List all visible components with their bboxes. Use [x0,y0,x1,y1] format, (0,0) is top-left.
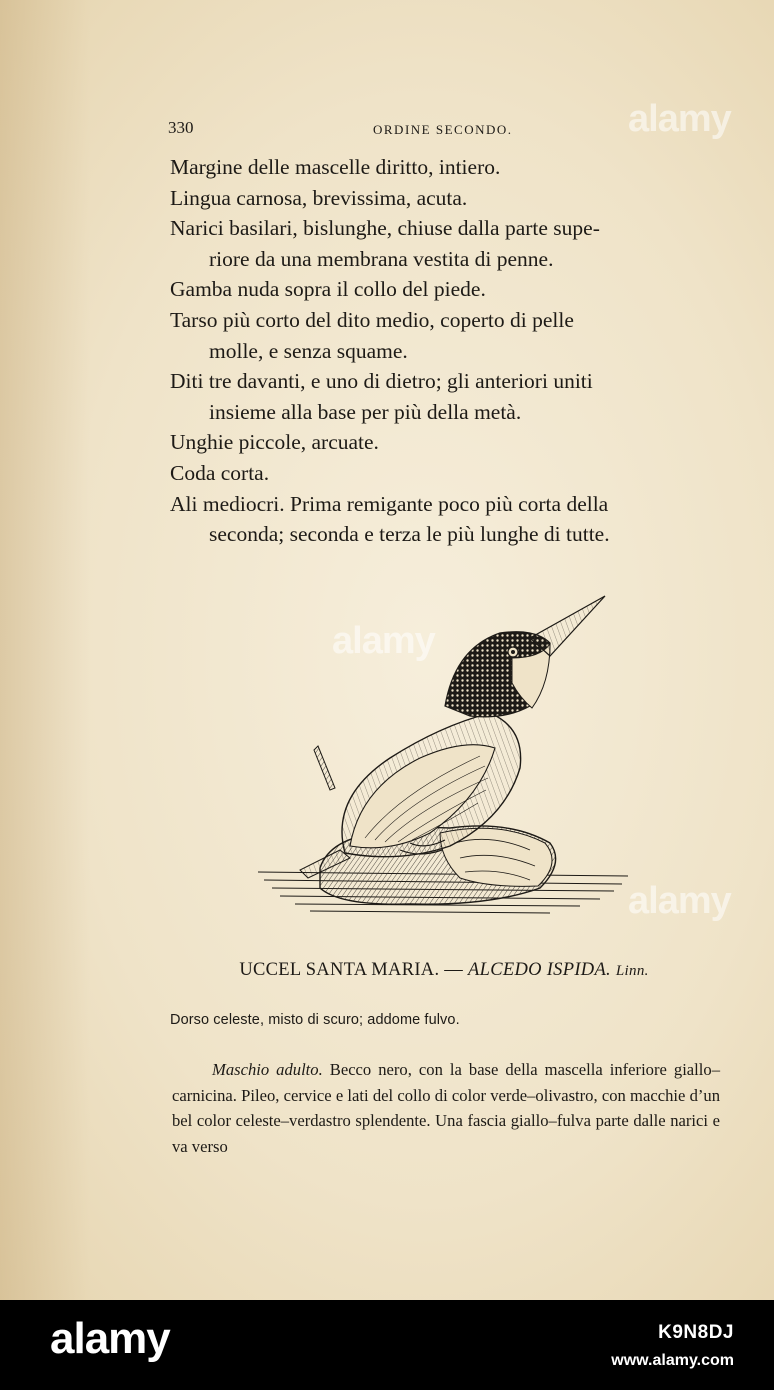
scientific-name: ALCEDO ISPIDA. [468,960,611,980]
character-line: Gamba nuda sopra il collo del piede. [170,277,486,302]
character-line: Coda corta. [170,460,270,485]
page-number: 330 [168,118,194,137]
running-head: ORDINE SECONDO. [373,122,513,137]
character-line: Narici basilari, bislunghe, chiuse dalla parte supe- riore da una membrana vestita di penne. [170,216,600,271]
description-paragraph [172,1057,720,1159]
character-line: Lingua carnosa, brevissima, acuta. [170,185,468,210]
common-name: UCCEL SANTA MARIA. — [239,960,469,980]
image-code: K9N8DJ [658,1322,734,1343]
character-line: Ali mediocri. Prima remigante poco più corta della seconda; seconda e terza le più lunghe di tutte. [170,491,610,547]
genus-characters-list [170,152,718,550]
species-caption [168,960,720,981]
watermark-url: www.alamy.com [611,1352,734,1369]
watermark-text: alamy [332,620,435,662]
character-line: Margine delle mascelle diritto, intiero. [170,155,501,179]
authority: Linn. [615,963,649,979]
character-line: Tarso più corto del dito medio, coperto di pelle molle, e senza squame. [170,307,574,363]
page-header [168,118,716,142]
character-line: Unghie piccole, arcuate. [170,430,379,455]
kingfisher-engraving [250,588,640,923]
watermark-footer [0,1300,774,1390]
watermark-text: alamy [628,880,731,922]
watermark-logo: alamy [50,1314,170,1363]
description-lead: Maschio adulto. [212,1060,323,1079]
species-summary: Dorso celeste, misto di scuro; addome fulvo. [170,1012,460,1028]
description-text: Becco nero, con la base della mascella inferiore giallo–carnicina. Pileo, cervice e lati del collo di color verde–olivastro, con macchie d’un bel color celeste–verdastro splendente. Una fascia giallo–fulva parte dalle narici e va verso [172,1060,720,1156]
watermark-text: alamy [628,98,731,140]
character-line: Diti tre davanti, e uno di dietro; gli anteriori uniti insieme alla base per più della metà. [170,369,593,424]
